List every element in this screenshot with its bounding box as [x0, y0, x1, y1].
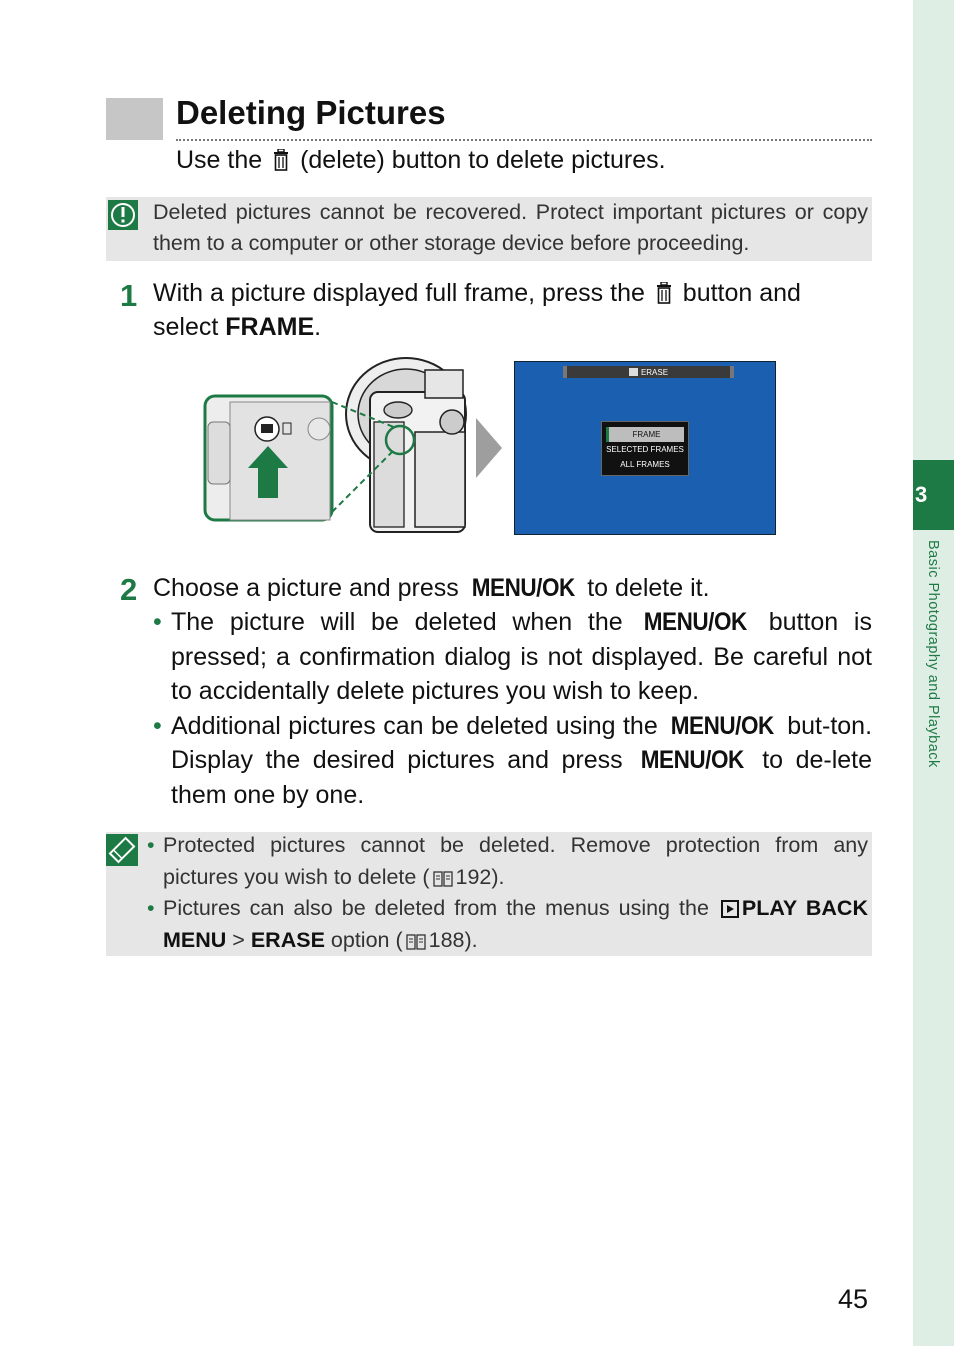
note-2-post: option (: [330, 927, 403, 952]
heading-rule: [176, 139, 872, 141]
note-icon: [106, 834, 138, 866]
step-2-text-a: Choose a picture and press: [153, 574, 459, 602]
book-icon: [433, 871, 453, 887]
caution-text: Deleted pictures cannot be recovered. Protect important pictures or copy them to a computer or other storage device before proceeding.: [153, 200, 868, 255]
step-1-end: .: [314, 313, 322, 341]
bullet-dot: •: [153, 711, 162, 740]
playback-icon: [629, 368, 638, 376]
step-1-text-b: button and select: [153, 279, 801, 341]
note-item: [147, 830, 868, 893]
erase-label: ERASE: [250, 927, 325, 952]
bullet-dot: •: [153, 608, 162, 636]
bullet-item: [153, 709, 872, 813]
menu-ok-label: MENU/OK: [471, 574, 575, 602]
note-list: [147, 830, 868, 956]
screen-title: ERASE: [640, 367, 669, 377]
intro-after: (delete) button to delete pictures.: [300, 146, 666, 174]
menu-option-selected-frames[interactable]: SELECTED FRAMES: [606, 445, 684, 454]
play-back-menu-label: PLAY BACK MENU: [163, 896, 868, 952]
screen-title-bar: [563, 366, 734, 378]
bullet-dot: •: [147, 896, 155, 920]
step-number-1: 1: [120, 278, 138, 313]
step-2-text-b: to delete it.: [587, 574, 710, 602]
page-ref[interactable]: 188: [428, 927, 465, 952]
camera-body: [346, 358, 466, 532]
step-1-text-a: With a picture displayed full frame, press the: [153, 279, 645, 307]
bullet-dot: •: [147, 833, 155, 857]
step-number-2: 2: [120, 572, 138, 607]
step-1-text: [153, 276, 872, 344]
menu-ok-label: MENU/OK: [640, 746, 744, 774]
step-2-bullets: [153, 605, 872, 812]
page-title: Deleting Pictures: [176, 94, 446, 131]
note-2-pre: Pictures can also be deleted from the menus using the: [163, 896, 709, 920]
zoom-panel: [205, 396, 332, 520]
caution-icon: [108, 200, 138, 230]
menu-ok-label: MENU/OK: [670, 711, 775, 740]
trash-icon: [272, 149, 290, 171]
arrow-right-icon: [476, 418, 502, 478]
note-1-end: ).: [491, 864, 505, 889]
page-number: 45: [838, 1284, 869, 1314]
step-2-text: [153, 571, 872, 605]
page-ref[interactable]: 192: [455, 864, 492, 889]
camera-screen: [514, 361, 776, 535]
bullet-2-pre: Additional pictures can be deleted using the: [171, 711, 658, 740]
bullet-1-pre: The picture will be deleted when the: [171, 608, 623, 636]
trash-icon: [655, 282, 673, 304]
heading-marker: [106, 98, 163, 140]
menu-option-all-frames[interactable]: ALL FRAMES: [620, 460, 670, 469]
book-icon: [406, 934, 426, 950]
note-2-end: ).: [464, 927, 478, 952]
bullet-item: [153, 605, 872, 709]
menu-separator: >: [232, 927, 245, 952]
intro-text: [176, 146, 666, 175]
menu-ok-label: MENU/OK: [644, 608, 748, 636]
frame-label: FRAME: [225, 313, 315, 341]
chapter-label: Basic Photography and Playback: [925, 540, 941, 768]
bullet-2-mid: but-ton. Display the desired pictures and press: [171, 711, 873, 774]
camera-illustration: [200, 352, 470, 538]
bullet-1-post: button is pressed; a confirmation dialog is not displayed. Be careful not to accidentally delete pictures you wish to keep.: [171, 608, 872, 705]
chapter-number: 3: [913, 460, 954, 530]
note-item: [147, 893, 868, 956]
erase-menu: [601, 421, 689, 476]
menu-option-frame[interactable]: FRAME: [606, 427, 684, 442]
note-1-text: Protected pictures cannot be deleted. Remove protection from any pictures you wish to delete (: [163, 833, 868, 889]
intro-before: Use the: [176, 146, 263, 174]
bullet-2-post: to de-lete them one by one.: [171, 746, 873, 809]
playback-icon: [721, 900, 739, 918]
